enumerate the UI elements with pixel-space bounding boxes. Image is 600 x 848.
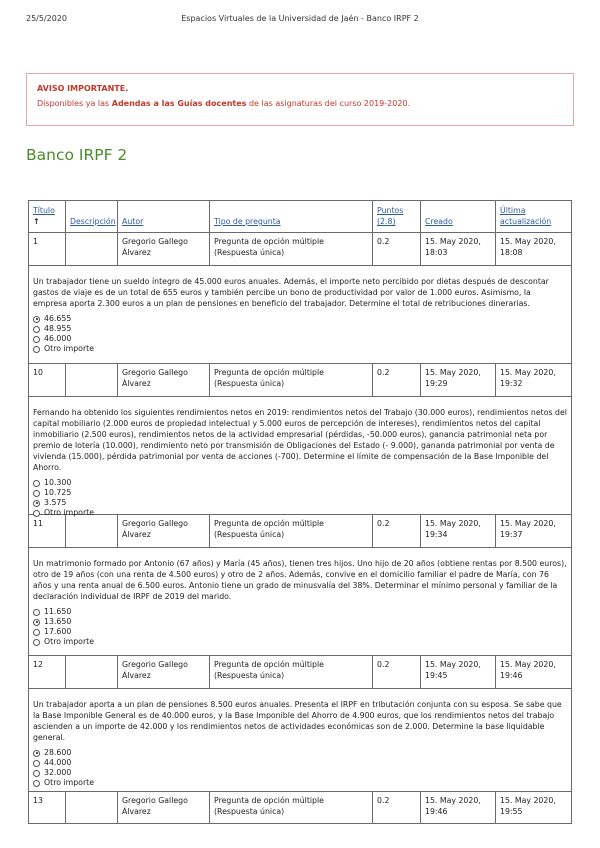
option-item[interactable] xyxy=(33,607,567,617)
option-label: 44.000 xyxy=(44,758,72,767)
cell-creado: 15. May 2020, 19:34 xyxy=(420,515,495,547)
print-title: Espacios Virtuales de la Universidad de Jaén - Banco IRPF 2 xyxy=(181,14,419,23)
option-item[interactable] xyxy=(33,778,567,788)
print-date: 25/5/2020 xyxy=(26,14,68,23)
question-text: Un matrimonio formado por Antonio (67 años) y María (45 años), tienen tres hijos. Uno hijo de 20 años (obtiene rentas por 8.500 euros), otro de 19 años (con una renta de 4.500 euros) y otro de 2 años. Además, convive en el domicilio familiar el padre de María, con 76 años y una renta anual de 6.500 euros. Antonio tiene un grado de minusvalía del 38%. Determinar el mínimo personal y familiar de la declaración individual de IRPF de 2019 del marido. xyxy=(33,559,567,601)
table-row[interactable] xyxy=(29,791,571,823)
radio-selected-icon[interactable] xyxy=(33,500,40,507)
question-preview xyxy=(29,396,571,517)
question-preview xyxy=(29,688,571,791)
option-item[interactable] xyxy=(33,748,567,758)
cell-actualizado: 15. May 2020, 19:55 xyxy=(495,792,571,823)
option-label: 11.650 xyxy=(44,607,72,616)
cell-descripcion xyxy=(65,656,117,688)
answer-options xyxy=(33,314,567,354)
cell-autor: Gregorio Gallego Álvarez xyxy=(117,364,209,396)
col-header-descripcion[interactable] xyxy=(65,201,117,232)
cell-creado: 15. May 2020, 19:45 xyxy=(420,656,495,688)
radio-icon[interactable] xyxy=(33,510,40,517)
table-row[interactable] xyxy=(29,363,571,396)
option-label: Otro importe xyxy=(44,637,95,646)
cell-autor: Gregorio Gallego Álvarez xyxy=(117,656,209,688)
questions-table xyxy=(28,200,572,824)
radio-icon[interactable] xyxy=(33,639,40,646)
option-item[interactable] xyxy=(33,627,567,637)
option-item[interactable] xyxy=(33,488,567,498)
option-label: 46.655 xyxy=(44,314,72,323)
col-titulo-label[interactable]: Título xyxy=(33,206,55,215)
option-label: 32.000 xyxy=(44,768,72,777)
answer-options xyxy=(33,478,567,518)
col-header-creado[interactable] xyxy=(420,201,495,232)
col-header-puntos[interactable] xyxy=(372,201,420,232)
cell-titulo[interactable]: 1 xyxy=(33,237,38,246)
option-item[interactable] xyxy=(33,498,567,508)
cell-actualizado: 15. May 2020, 19:37 xyxy=(495,515,571,547)
radio-icon[interactable] xyxy=(33,609,40,616)
cell-puntos: 0.2 xyxy=(372,233,420,265)
question-preview xyxy=(29,265,571,363)
cell-puntos: 0.2 xyxy=(372,792,420,823)
question-text: Un trabajador tiene un sueldo íntegro de 45.000 euros anuales. Además, el importe neto percibido por dietas después de descontar gastos de viaje es de un total de 655 euros y también percibe un bono de productividad por valor de 1.000 euros. Asimismo, la empresa aporta 2.300 euros a un plan de pensiones en beneficio del trabajador. Determine el total de retribuciones dinerarias. xyxy=(33,277,549,308)
table-row[interactable] xyxy=(29,232,571,265)
question-text: Un trabajador aporta a un plan de pensiones 8.500 euros anuales. Presenta el IRPF en tributación conjunta con su esposa. Se sabe que la Base Imponible General es de 40.000 euros, y la Base Imponible del Ahorro de 4.900 euros, que los rendimientos netos del trabajo ascienden a un importe de 42.000 y los rendimientos netos de actividades económicas son de 2.000. Determine la base liquidable general. xyxy=(33,700,562,742)
option-label: 10.300 xyxy=(44,478,72,487)
table-header xyxy=(29,201,571,232)
option-item[interactable] xyxy=(33,637,567,647)
answer-options xyxy=(33,748,567,788)
cell-tipo: Pregunta de opción múltiple (Respuesta única) xyxy=(209,233,372,265)
option-label: 17.600 xyxy=(44,627,72,636)
option-label: 46.000 xyxy=(44,334,72,343)
cell-actualizado: 15. May 2020, 19:46 xyxy=(495,656,571,688)
cell-titulo[interactable]: 10 xyxy=(33,368,43,377)
cell-puntos: 0.2 xyxy=(372,515,420,547)
col-descripcion-label[interactable]: Descripción xyxy=(70,217,116,226)
question-preview xyxy=(29,547,571,655)
cell-descripcion xyxy=(65,792,117,823)
col-puntos-total[interactable]: (2.8) xyxy=(377,217,396,226)
table-row[interactable] xyxy=(29,514,571,547)
col-header-autor[interactable] xyxy=(117,201,209,232)
cell-puntos: 0.2 xyxy=(372,364,420,396)
answer-options xyxy=(33,607,567,647)
col-header-tipo[interactable] xyxy=(209,201,372,232)
cell-tipo: Pregunta de opción múltiple (Respuesta única) xyxy=(209,792,372,823)
option-item[interactable] xyxy=(33,768,567,778)
radio-selected-icon[interactable] xyxy=(33,750,40,757)
option-item[interactable] xyxy=(33,314,567,324)
sort-asc-icon[interactable]: ↑ xyxy=(33,217,40,226)
option-label: Otro importe xyxy=(44,508,95,517)
col-puntos-label[interactable]: Puntos xyxy=(377,206,404,215)
radio-icon[interactable] xyxy=(33,629,40,636)
notice-text-before: Disponibles ya las xyxy=(37,99,112,108)
col-ultima-label[interactable]: Última xyxy=(500,206,526,215)
col-creado-label[interactable]: Creado xyxy=(425,217,453,226)
radio-icon[interactable] xyxy=(33,336,40,343)
option-label: 28.600 xyxy=(44,748,72,757)
cell-descripcion xyxy=(65,515,117,547)
notice-text-after: de las asignaturas del curso 2019-2020. xyxy=(246,99,411,108)
option-label: 48.955 xyxy=(44,324,72,333)
cell-tipo: Pregunta de opción múltiple (Respuesta única) xyxy=(209,515,372,547)
col-tipo-label[interactable]: Tipo de pregunta xyxy=(214,217,281,226)
cell-titulo[interactable]: 13 xyxy=(33,796,43,805)
option-item[interactable] xyxy=(33,334,567,344)
cell-titulo[interactable]: 12 xyxy=(33,660,43,669)
cell-descripcion xyxy=(65,364,117,396)
notice-link-adendas[interactable]: Adendas a las Guías docentes xyxy=(111,99,247,108)
cell-puntos: 0.2 xyxy=(372,656,420,688)
cell-descripcion xyxy=(65,233,117,265)
cell-autor: Gregorio Gallego Álvarez xyxy=(117,792,209,823)
radio-icon[interactable] xyxy=(33,346,40,353)
radio-icon[interactable] xyxy=(33,490,40,497)
cell-creado: 15. May 2020, 18:03 xyxy=(420,233,495,265)
notice-body xyxy=(37,99,410,108)
option-label: 13.650 xyxy=(44,617,72,626)
option-label: 3.575 xyxy=(44,498,67,507)
option-item[interactable] xyxy=(33,617,567,627)
col-ultima-label-2[interactable]: actualización xyxy=(500,217,552,226)
print-header xyxy=(26,14,574,26)
cell-actualizado: 15. May 2020, 18:08 xyxy=(495,233,571,265)
table-row[interactable] xyxy=(29,655,571,688)
radio-selected-icon[interactable] xyxy=(33,316,40,323)
col-autor-label[interactable]: Autor xyxy=(122,217,144,226)
option-label: 10.725 xyxy=(44,488,72,497)
cell-tipo: Pregunta de opción múltiple (Respuesta única) xyxy=(209,364,372,396)
radio-icon[interactable] xyxy=(33,760,40,767)
page-title: Banco IRPF 2 xyxy=(26,146,128,164)
option-label: Otro importe xyxy=(44,344,95,353)
radio-icon[interactable] xyxy=(33,780,40,787)
notice-title: AVISO IMPORTANTE. xyxy=(37,84,129,93)
radio-selected-icon[interactable] xyxy=(33,619,40,626)
col-header-titulo[interactable] xyxy=(29,201,65,232)
cell-autor: Gregorio Gallego Álvarez xyxy=(117,233,209,265)
important-notice xyxy=(26,73,574,126)
cell-titulo[interactable]: 11 xyxy=(33,519,43,528)
question-text: Fernando ha obtenido los siguientes rendimientos netos en 2019: rendimientos netos del Trabajo (30.000 euros), rendimientos netos del capital mobiliario (2.000 euros de propiedad intelectual y 5.000 euros de percepción de intereses), rendimientos netos del capital inmobiliario (2.500 euros), rendimientos netos de la actividad empresarial (pérdidas, -50.000 euros), ganancia patrimonial neta por premio de lotería (10.000), rendimiento neto por transmisión de Obligaciones del Estado (- 9.000), gananda patrimonial por venta de vivienda (15.000), pérdida patrimonial por venta de acciones (-700). Determine el límite de compensación de la Base Imponible del Ahorro. xyxy=(33,408,567,472)
radio-icon[interactable] xyxy=(33,480,40,487)
cell-creado: 15. May 2020, 19:46 xyxy=(420,792,495,823)
cell-tipo: Pregunta de opción múltiple (Respuesta única) xyxy=(209,656,372,688)
cell-actualizado: 15. May 2020, 19:32 xyxy=(495,364,571,396)
cell-creado: 15. May 2020, 19:29 xyxy=(420,364,495,396)
option-item[interactable] xyxy=(33,758,567,768)
cell-autor: Gregorio Gallego Álvarez xyxy=(117,515,209,547)
option-item[interactable] xyxy=(33,344,567,354)
col-header-ultima[interactable] xyxy=(495,201,571,232)
option-item[interactable] xyxy=(33,478,567,488)
option-item[interactable] xyxy=(33,324,567,334)
radio-icon[interactable] xyxy=(33,326,40,333)
radio-icon[interactable] xyxy=(33,770,40,777)
option-label: Otro importe xyxy=(44,778,95,787)
